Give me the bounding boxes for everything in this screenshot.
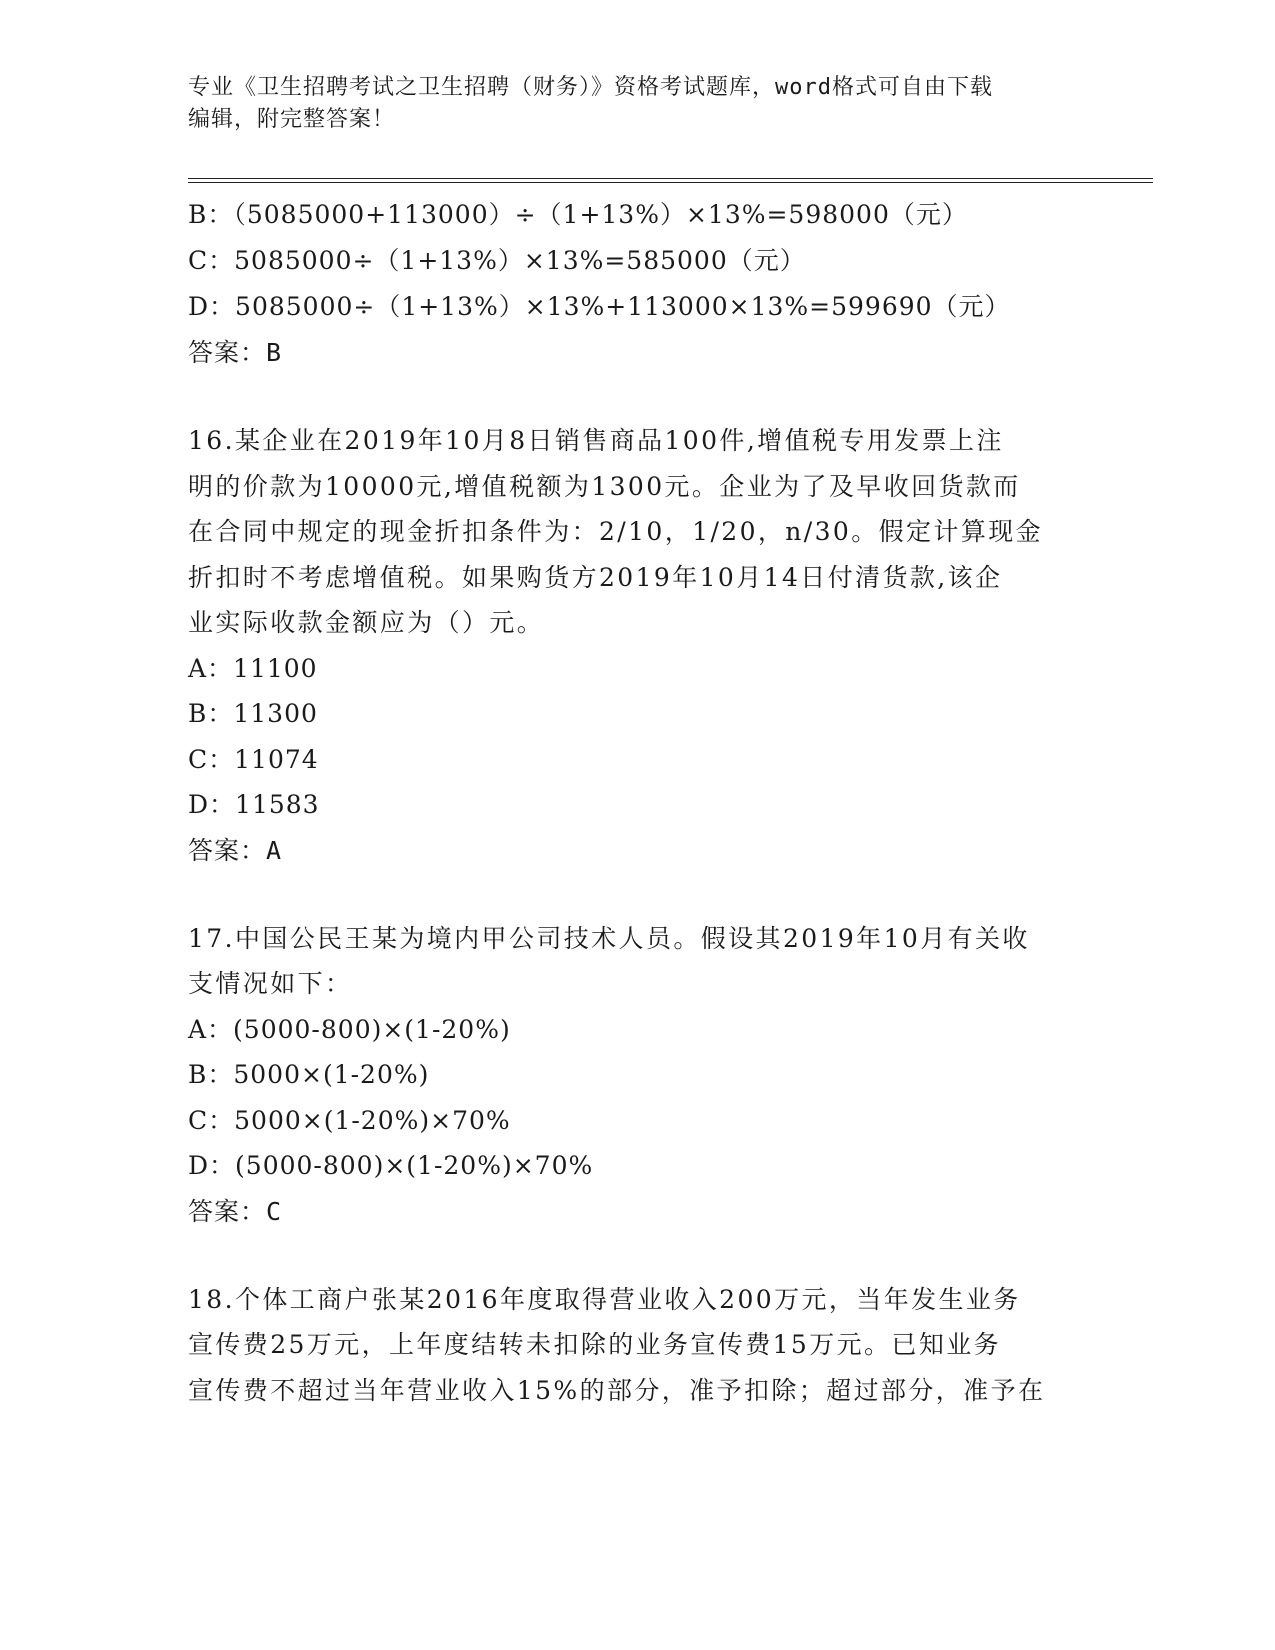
answer-label: 答案：C [188,1196,283,1226]
question-18 [188,1277,1088,1414]
option-d: D：(5000-800)×(1-20%)×70% [188,1151,594,1180]
question-text-line: 业实际收款金额应为（）元。 [188,608,545,637]
question-text-line: 18.个体工商户张某2016年度取得营业收入200万元，当年发生业务 [188,1284,1021,1314]
header-line-2: 编辑，附完整答案！ [188,107,396,132]
question-text-line: 折扣时不考虑增值税。如果购货方2019年10月14日付清货款,该企 [188,562,1003,592]
answer-label: 答案：A [188,835,283,865]
option-b: B：11300 [188,699,318,728]
page-header [188,72,1068,136]
question-text-line: 17.中国公民王某为境内甲公司技术人员。假设其2019年10月有关收 [188,923,1030,953]
question-text [188,1277,1078,1414]
question-15-continued [188,192,1088,376]
option-c: C：5085000÷（1+13%）×13%=585000（元） [188,246,806,275]
header-divider [188,178,1153,179]
question-17 [188,916,1088,1235]
page-content [188,192,1088,1413]
question-text [188,916,1078,1007]
question-text-line: 在合同中规定的现金折扣条件为：2/10，1/20，n/30。假定计算现金 [188,517,1044,546]
question-text-line: 明的价款为10000元,增值税额为1300元。企业为了及早收回货款而 [188,471,1021,501]
option-c: C：5000×(1-20%)×70% [188,1105,511,1135]
option-b: B：（5085000+113000）÷（1+13%）×13%=598000（元） [188,200,968,229]
question-text-line: 支情况如下： [188,969,353,998]
option-a: A：(5000-800)×(1-20%) [188,1014,511,1044]
question-text-line: 宣传费25万元，上年度结转未扣除的业务宣传费15万元。已知业务 [188,1330,1002,1359]
option-b: B：5000×(1-20%) [188,1060,430,1089]
option-d: D：11583 [188,790,320,819]
option-c: C：11074 [188,744,319,774]
header-line-1: 专业《卫生招聘考试之卫生招聘（财务）》资格考试题库，word格式可自由下载 [188,75,993,100]
question-16 [188,418,1088,874]
question-text-line: 16.某企业在2019年10月8日销售商品100件,增值税专用发票上注 [188,426,1004,455]
answer-label: 答案：B [188,338,283,367]
question-text [188,418,1078,646]
header-divider-double [188,182,1153,183]
option-a: A：11100 [188,653,318,683]
question-text-line: 宣传费不超过当年营业收入15%的部分，准予扣除；超过部分，准予在 [188,1375,1046,1405]
option-d: D：5085000÷（1+13%）×13%+113000×13%=599690（元） [188,292,1011,321]
